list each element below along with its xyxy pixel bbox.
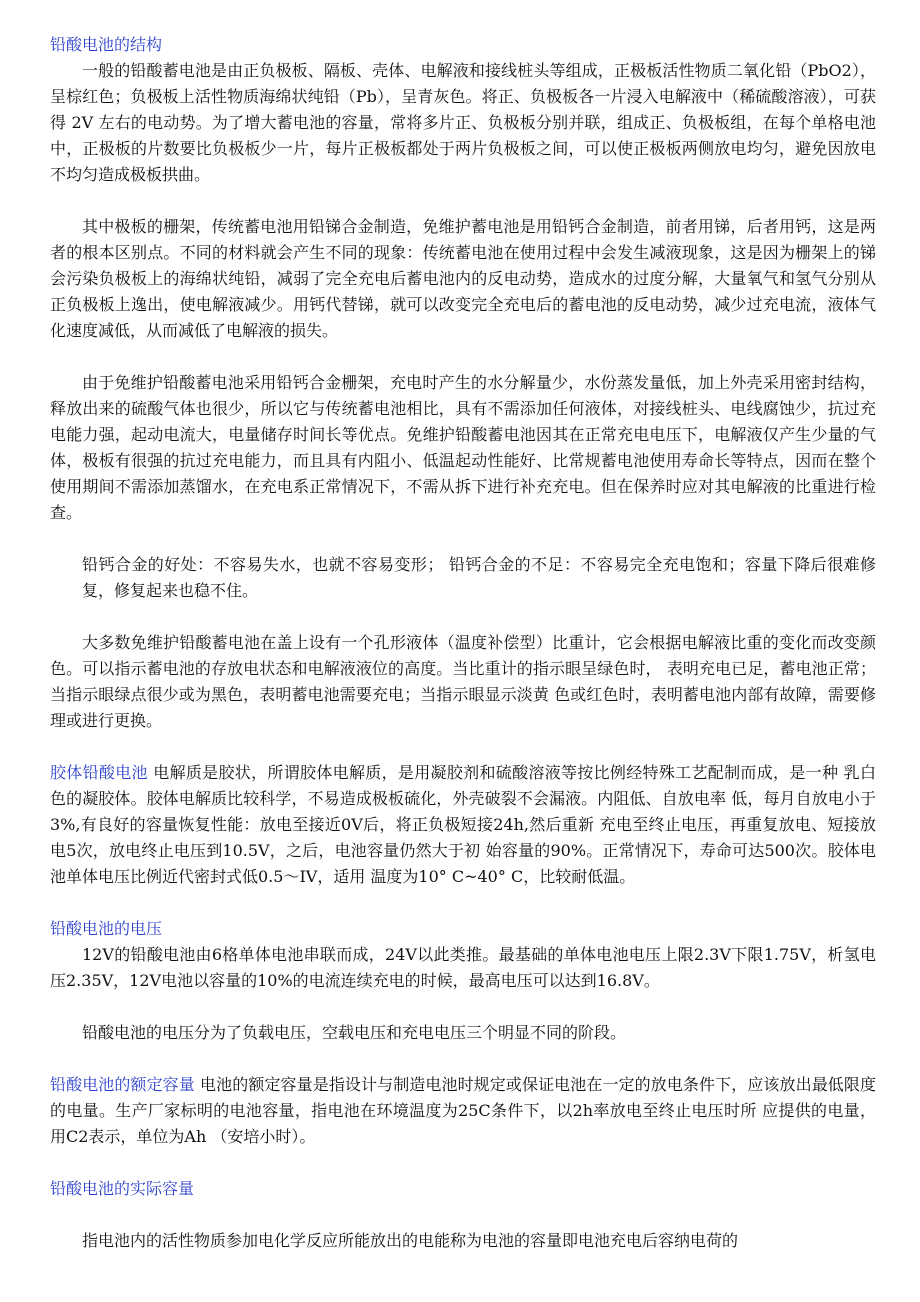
paragraph-structure-4: 铅钙合金的好处：不容易失水，也就不容易变形； 铅钙合金的不足：不容易完全充电饱和；容量下降后很难修复，修复起来也稳不住。	[82, 555, 876, 600]
paragraph-actual: 指电池内的活性物质参加电化学反应所能放出的电能称为电池的容量即电池充电后容纳电荷的	[82, 1231, 739, 1250]
section-heading-rated: 铅酸电池的额定容量	[50, 1075, 195, 1094]
paragraph-structure-2: 其中极板的栅架，传统蓄电池用铅锑合金制造，免维护蓄电池是用铅钙合金制造，前者用锑，后者用钙，这是两者的根本区别点。不同的材料就会产生不同的现象：传统蓄电池在使用过程中会发生减液现象，这是因为栅架上的锑会污染负极板上的海绵状纯铅，减弱了完全充电后蓄电池内的反电动势，造成水的过度分解，大量氧气和氢气分别从正负极板上逸出，使电解液减少。用钙代替锑，就可以改变完全充电后的蓄电池的反电动势，减少过充电流，液体气化速度减低，从而减低了电解液的损失。	[50, 217, 876, 340]
paragraph-structure-5: 大多数免维护铅酸蓄电池在盖上设有一个孔形液体（温度补偿型）比重计，它会根据电解液比重的变化而改变颜色。可以指示蓄电池的存放电状态和电解液液位的高度。当比重计的指示眼呈绿色时， 表明充电已足，蓄电池正常；当指示眼绿点很少或为黑色，表明蓄电池需要充电；当指示眼显示淡黄 色或红色时，表明蓄电池内部有故障，需要修理或进行更换。	[50, 633, 876, 730]
section-heading-actual: 铅酸电池的实际容量	[50, 1179, 195, 1198]
paragraph-gel	[50, 760, 876, 890]
paragraph-voltage-1: 12V的铅酸电池由6格单体电池串联而成，24V以此类推。最基础的单体电池电压上限2.3V下限1.75V，析氢电压2.35V，12V电池以容量的10%的电流连续充电的时候，最高电压可以达到16.8V。	[50, 945, 876, 990]
paragraph-voltage-2: 铅酸电池的电压分为了负载电压，空载电压和充电电压三个明显不同的阶段。	[82, 1023, 627, 1042]
paragraph-structure-3: 由于免维护铅酸蓄电池采用铅钙合金栅架，充电时产生的水分解量少，水份蒸发量低，加上外壳采用密封结构，释放出来的硫酸气体也很少，所以它与传统蓄电池相比，具有不需添加任何液体，对接线桩头、电线腐蚀少，抗过充电能力强，起动电流大，电量储存时间长等优点。免维护铅酸蓄电池因其在正常充电电压下，电解液仅产生少量的气体，极板有很强的抗过充电能力，而且具有内阻小、低温起动性能好、比常规蓄电池使用寿命长等特点，因而在整个使用期间不需添加蒸馏水，在充电系正常情况下，不需从拆下进行补充充电。但在保养时应对其电解液的比重进行检查。	[50, 373, 876, 522]
section-heading-gel: 胶体铅酸电池	[50, 763, 148, 782]
paragraph-rated	[50, 1072, 876, 1150]
section-heading-voltage: 铅酸电池的电压	[50, 919, 163, 938]
gel-text: 电解质是胶状，所谓胶体电解质，是用凝胶剂和硫酸溶液等按比例经特殊工艺配制而成，是一种 乳白色的凝胶体。胶体电解质比较科学，不易造成极板硫化，外壳破裂不会漏液。内阻低、自放电率 低，每月自放电小于3%,有良好的容量恢复性能：放电至接近0V后，将正负极短接24h,然后重新 充电至终止电压，再重复放电、短接放电5次，放电终止电压到10.5V，之后，电池容量仍然大于初 始容量的90%。正常情况下，寿命可达500次。胶体电池单体电压比例近代密封式低0.5～IV，适用 温度为10° C~40° C，比较耐低温。	[50, 763, 876, 886]
section-heading-structure: 铅酸电池的结构	[50, 35, 163, 54]
paragraph-structure-1: 一般的铅酸蓄电池是由正负极板、隔板、壳体、电解液和接线桩头等组成，正极板活性物质二氧化铅（PbO2），呈棕红色；负极板上活性物质海绵状纯铅（Pb），呈青灰色。将正、负极板各一片浸入电解液中（稀硫酸溶液），可获得 2V 左右的电动势。为了增大蓄电池的容量，常将多片正、负极板分别并联，组成正、负极板组，在每个单格电池中，正极板的片数要比负极板少一片，每片正极板都处于两片负极板之间，可以使正极板两侧放电均匀，避免因放电不均匀造成极板拱曲。	[50, 61, 876, 184]
rated-text: 电池的额定容量是指设计与制造电池时规定或保证电池在一定的放电条件下，应该放出最低限度 的电量。生产厂家标明的电池容量，指电池在环境温度为25C条件下，以2h率放电至终止电压时所 应提供的电量，用C2表示，单位为Ah （安培小时）。	[50, 1075, 876, 1146]
document-page	[50, 32, 876, 1254]
